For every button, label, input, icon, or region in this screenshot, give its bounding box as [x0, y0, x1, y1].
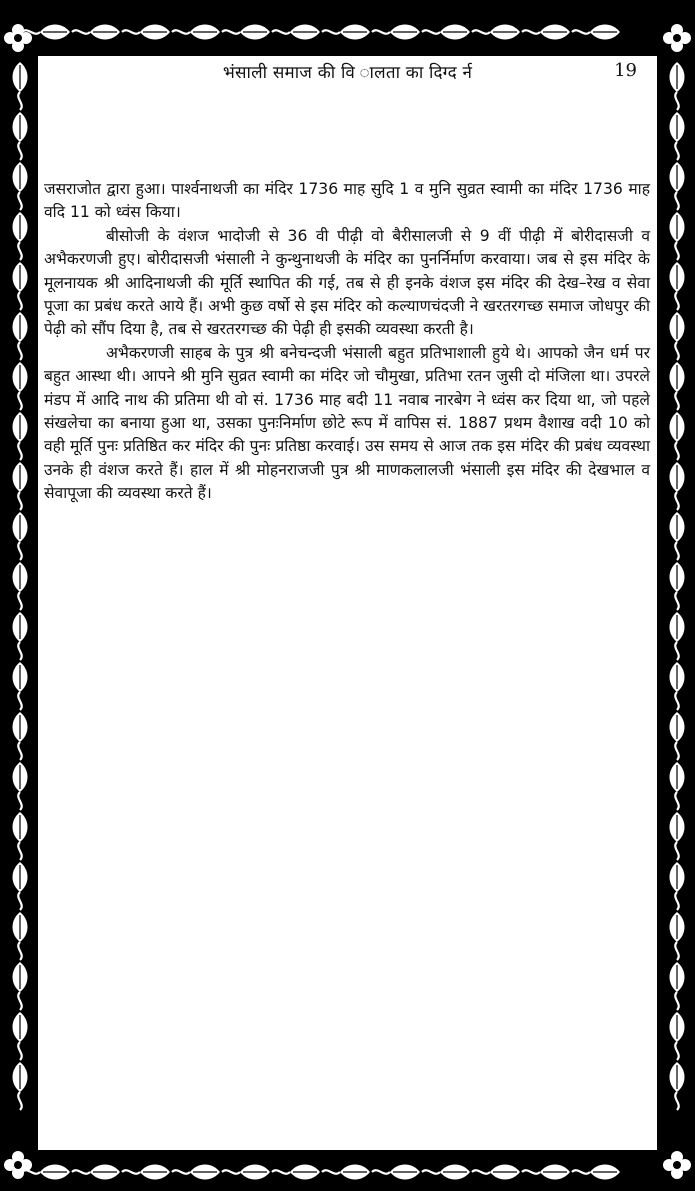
leaf-icon	[13, 962, 28, 1010]
leaf-icon	[670, 562, 685, 610]
leaf-icon	[72, 1165, 120, 1180]
leaf-icon	[122, 1165, 170, 1180]
leaf-icon	[670, 1062, 685, 1110]
page-number: 19	[614, 60, 637, 81]
leaf-icon	[670, 262, 685, 310]
leaf-icon	[13, 362, 28, 410]
leaf-icon	[13, 412, 28, 460]
paragraph: बीसोजी के वंशज भादोजी से 36 वी पीढ़ी वो बैरीसालजी से 9 वीं पीढ़ी में बोरीदासजी व अभैकरणजी हुए। बोरीदासजी भंसाली ने कुन्थुनाथजी के मंदिर का पुनर्निर्माण करवाया। जब से इस मंदिर के मूलनायक श्री आदिनाथजी की मूर्ति स्थापित की गई, तब से ही इनके वंशज इस मंदिर की देख–रेख व सेवा पूजा का प्रबंध करते आये हैं। अभी कुछ वर्षो से इस मंदिर को कल्याणचंदजी ने खरतरगच्छ समाज जोधपुर की पेढ़ी को सौंप दिया है, तब से खरतरगच्छ की पेढ़ी ही इसकी व्यवस्था करती है।	[44, 226, 650, 339]
leaf-icon	[670, 362, 685, 410]
leaf-icon	[670, 962, 685, 1010]
leaf-icon	[222, 25, 270, 40]
leaf-icon	[322, 1165, 370, 1180]
leaf-icon	[13, 812, 28, 860]
leaf-icon	[13, 562, 28, 610]
leaf-icon	[72, 25, 120, 40]
leaf-icon	[13, 862, 28, 910]
leaf-icon	[13, 612, 28, 660]
leaf-icon	[13, 1062, 28, 1110]
leaf-icon	[13, 1012, 28, 1060]
leaf-icon	[272, 1165, 320, 1180]
leaf-icon	[13, 512, 28, 560]
leaf-icon	[372, 1165, 420, 1180]
leaf-icon	[572, 1165, 620, 1180]
leaf-icon	[13, 712, 28, 760]
paragraph: जसराजोत द्वारा हुआ। पार्श्वनाथजी का मंदिर 1736 माह सुदि 1 व मुनि सुव्रत स्वामी का मंदिर 1736 माह वदि 11 को ध्वंस किया।	[44, 180, 650, 222]
leaf-icon	[670, 712, 685, 760]
leaf-icon	[272, 25, 320, 40]
leaf-icon	[472, 1165, 520, 1180]
leaf-icon	[670, 62, 685, 110]
leaf-icon	[13, 162, 28, 210]
page-title: भंसाली समाज की वि ालता का दिग्द र्न	[222, 63, 473, 83]
paragraph: अभैकरणजी साहब के पुत्र श्री बनेचन्दजी भंसाली बहुत प्रतिभाशाली हुये थे। आपको जैन धर्म पर बहुत आस्था थी। आपने श्री मुनि सुव्रत स्वामी का मंदिर जो चौमुखा, प्रतिभा रतन जुसी दो मंजिला था। उपरले मंडप में आदि नाथ की प्रतिमा थी वो सं. 1736 माह बदी 11 नवाब नारबेग ने ध्वंस कर दिया था, जो पहले संखलेचा का बनाया हुआ था, उसका पुनःनिर्माण छोटे रूप में वापिस सं. 1887 प्रथम वैशाख वदी 10 को वही मूर्ति पुनः प्रतिष्ठित कर मंदिर की पुनः प्रतिष्ठा करवाई। उस समय से आज तक इस मंदिर की प्रबंध व्यवस्था उनके ही वंशज करते हैं। हाल में श्री मोहनराजजी पुत्र श्री माणकलालजी भंसाली इस मंदिर की देखभाल व सेवापूजा की व्यवस्था करते हैं।	[44, 343, 650, 503]
leaf-icon	[670, 912, 685, 960]
leaf-icon	[670, 412, 685, 460]
leaf-icon	[670, 862, 685, 910]
leaf-icon	[172, 1165, 220, 1180]
leaf-icon	[422, 1165, 470, 1180]
leaf-icon	[222, 1165, 270, 1180]
leaf-icon	[670, 762, 685, 810]
leaf-icon	[13, 62, 28, 110]
leaf-icon	[670, 612, 685, 660]
leaf-icon	[670, 462, 685, 510]
body-text	[44, 178, 650, 506]
page-header	[38, 60, 657, 88]
leaf-icon	[670, 112, 685, 160]
leaf-icon	[13, 762, 28, 810]
leaf-icon	[13, 112, 28, 160]
leaf-icon	[522, 25, 570, 40]
leaf-icon	[13, 462, 28, 510]
leaf-icon	[572, 25, 620, 40]
leaf-icon	[372, 25, 420, 40]
leaf-icon	[472, 25, 520, 40]
leaf-icon	[670, 512, 685, 560]
leaf-icon	[13, 912, 28, 960]
leaf-icon	[13, 262, 28, 310]
leaf-icon	[670, 162, 685, 210]
leaf-icon	[670, 1012, 685, 1060]
leaf-icon	[670, 662, 685, 710]
leaf-icon	[670, 812, 685, 860]
leaf-icon	[13, 662, 28, 710]
leaf-icon	[422, 25, 470, 40]
leaf-icon	[670, 212, 685, 260]
leaf-icon	[172, 25, 220, 40]
leaf-icon	[670, 312, 685, 360]
leaf-icon	[13, 212, 28, 260]
leaf-icon	[522, 1165, 570, 1180]
leaf-icon	[322, 25, 370, 40]
leaf-icon	[122, 25, 170, 40]
leaf-icon	[13, 312, 28, 360]
